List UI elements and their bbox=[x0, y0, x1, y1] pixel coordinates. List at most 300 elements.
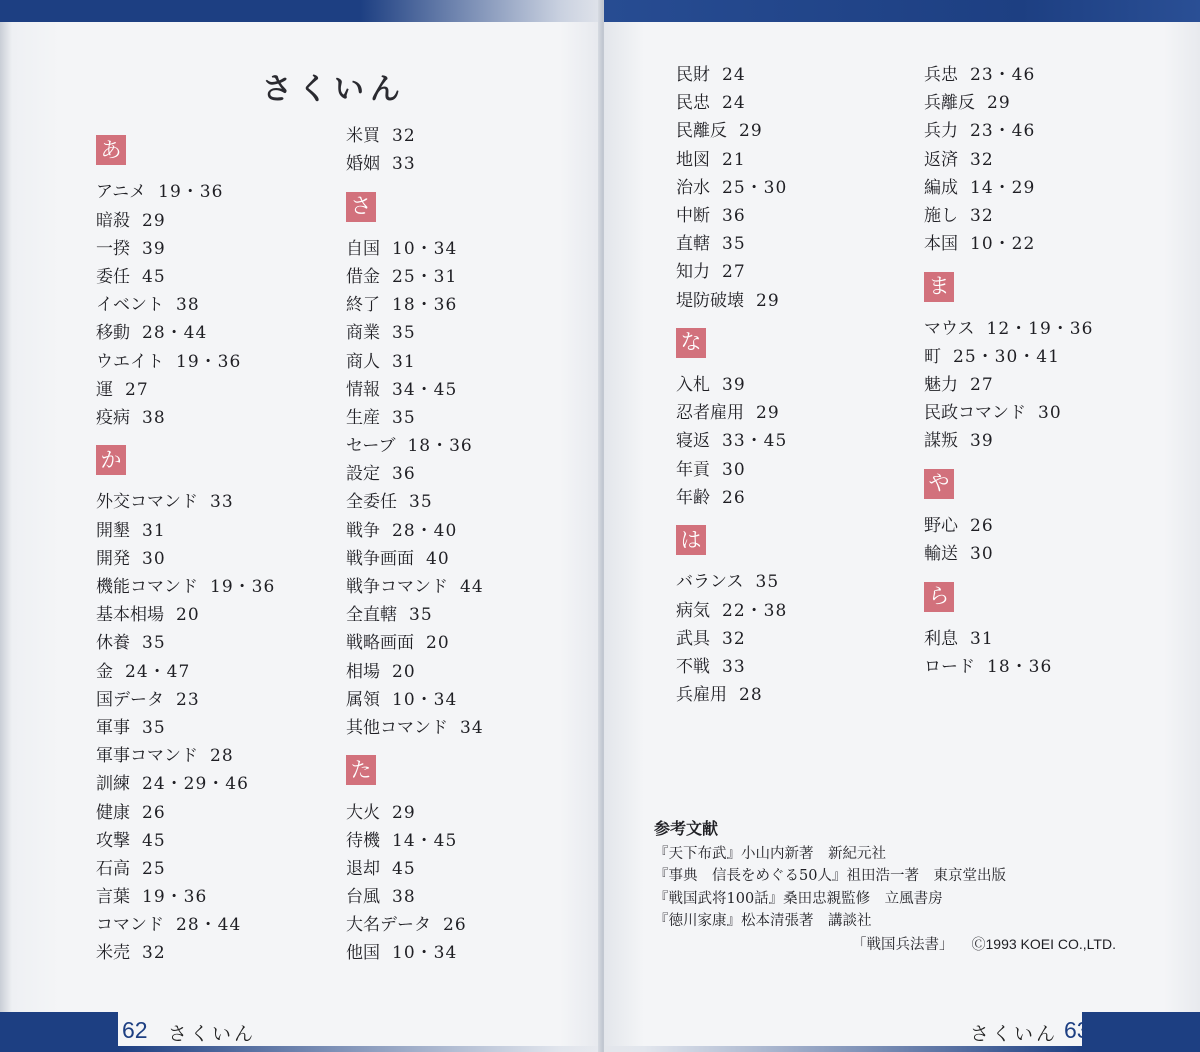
index-pages: 34 bbox=[460, 717, 484, 738]
index-entry bbox=[676, 174, 787, 202]
index-term: 魅力 bbox=[924, 375, 958, 396]
index-entry bbox=[676, 117, 787, 145]
footer-color-band bbox=[0, 1012, 118, 1052]
index-entry bbox=[346, 658, 484, 686]
index-pages: 19・36 bbox=[176, 351, 242, 372]
index-pages: 45 bbox=[392, 858, 416, 879]
index-pages: 24 bbox=[722, 65, 746, 85]
index-entry bbox=[96, 601, 275, 629]
index-entry bbox=[346, 150, 484, 178]
index-entry bbox=[346, 883, 484, 911]
index-entry bbox=[346, 911, 484, 939]
page-number: 62 bbox=[122, 1017, 148, 1043]
index-entry bbox=[346, 799, 484, 827]
index-term: 野心 bbox=[924, 516, 958, 537]
index-term: 輸送 bbox=[924, 544, 958, 565]
index-column-2 bbox=[346, 122, 484, 968]
index-entry bbox=[924, 174, 1093, 202]
index-pages: 25・30 bbox=[722, 177, 788, 198]
index-term: 全委任 bbox=[346, 492, 397, 513]
index-term: 健康 bbox=[96, 802, 130, 823]
index-entry bbox=[924, 117, 1093, 145]
index-entry bbox=[676, 146, 787, 174]
index-pages: 40 bbox=[426, 548, 450, 569]
index-entry bbox=[346, 319, 484, 347]
index-entry bbox=[96, 235, 275, 263]
index-pages: 20 bbox=[426, 633, 450, 654]
index-term: 退却 bbox=[346, 858, 380, 879]
kana-section-heading bbox=[924, 258, 1093, 314]
index-entry bbox=[96, 319, 275, 347]
index-entry bbox=[676, 456, 787, 484]
index-pages: 23 bbox=[176, 689, 200, 710]
index-entry bbox=[676, 653, 787, 681]
index-pages: 27 bbox=[970, 375, 994, 396]
index-entry bbox=[346, 263, 484, 291]
index-term: 軍事コマンド bbox=[96, 746, 198, 767]
index-pages: 32 bbox=[970, 205, 994, 226]
index-pages: 39 bbox=[142, 238, 166, 259]
index-entry bbox=[96, 827, 275, 855]
index-term: 兵忠 bbox=[924, 65, 958, 85]
index-term: 本国 bbox=[924, 234, 958, 255]
index-entry bbox=[346, 855, 484, 883]
index-pages: 12・19・36 bbox=[986, 318, 1094, 339]
index-entry bbox=[924, 540, 1093, 568]
index-pages: 39 bbox=[722, 375, 746, 396]
index-pages: 36 bbox=[392, 464, 416, 485]
index-entry bbox=[96, 517, 275, 545]
index-entry bbox=[676, 625, 787, 653]
index-term: 全直轄 bbox=[346, 605, 397, 626]
index-entry bbox=[676, 202, 787, 230]
index-pages: 25 bbox=[142, 858, 166, 879]
index-entry bbox=[346, 601, 484, 629]
index-entry bbox=[346, 573, 484, 601]
index-pages: 27 bbox=[125, 379, 149, 400]
index-term: 不戦 bbox=[676, 656, 710, 677]
index-entry bbox=[346, 488, 484, 516]
index-pages: 18・36 bbox=[392, 295, 458, 316]
index-entry bbox=[676, 597, 787, 625]
index-pages: 39 bbox=[970, 431, 994, 452]
index-pages: 28 bbox=[739, 685, 763, 706]
index-term: 金 bbox=[96, 661, 113, 682]
index-entry bbox=[676, 230, 787, 258]
index-pages: 27 bbox=[722, 262, 746, 283]
index-entry bbox=[346, 122, 484, 150]
index-term: 寝返 bbox=[676, 431, 710, 452]
index-term: 謀叛 bbox=[924, 431, 958, 452]
index-pages: 30 bbox=[1038, 403, 1062, 424]
index-pages: 23・46 bbox=[970, 121, 1036, 142]
index-term: 兵雇用 bbox=[676, 685, 727, 706]
index-term: 堤防破壊 bbox=[676, 290, 744, 311]
index-term: 直轄 bbox=[676, 234, 710, 255]
top-color-band bbox=[0, 0, 360, 22]
index-entry bbox=[96, 799, 275, 827]
book-title: 「戦国兵法書」 bbox=[852, 936, 954, 953]
index-pages: 33 bbox=[210, 492, 234, 513]
index-term: 石高 bbox=[96, 858, 130, 879]
index-column-1 bbox=[96, 122, 275, 968]
index-pages: 35 bbox=[409, 605, 433, 626]
index-pages: 18・36 bbox=[987, 656, 1053, 677]
index-entry bbox=[96, 714, 275, 742]
index-pages: 44 bbox=[460, 577, 484, 598]
index-term: 武具 bbox=[676, 628, 710, 649]
index-entry bbox=[676, 258, 787, 286]
index-term: 台風 bbox=[346, 887, 380, 908]
index-entry bbox=[924, 61, 1093, 89]
index-entry bbox=[924, 371, 1093, 399]
index-term: イベント bbox=[96, 295, 164, 316]
index-term: 編成 bbox=[924, 177, 958, 198]
index-pages: 23・46 bbox=[970, 65, 1036, 85]
index-column-3 bbox=[676, 61, 787, 709]
index-term: ロード bbox=[924, 656, 975, 677]
index-pages: 29 bbox=[739, 121, 763, 142]
footer-strip bbox=[604, 1046, 1082, 1052]
index-term: 返済 bbox=[924, 149, 958, 170]
index-term: 借金 bbox=[346, 266, 380, 287]
index-entry bbox=[96, 742, 275, 770]
index-term: 暗殺 bbox=[96, 210, 130, 231]
index-pages: 29 bbox=[756, 290, 780, 311]
index-pages: 19・36 bbox=[158, 182, 224, 203]
kana-section-heading bbox=[924, 456, 1093, 512]
page-title: さくいん bbox=[262, 72, 406, 107]
index-entry bbox=[346, 517, 484, 545]
index-term: 開発 bbox=[96, 548, 130, 569]
index-pages: 32 bbox=[970, 149, 994, 170]
index-term: 言葉 bbox=[96, 887, 130, 908]
index-pages: 10・22 bbox=[970, 234, 1036, 255]
index-term: 休養 bbox=[96, 633, 130, 654]
index-pages: 35 bbox=[392, 323, 416, 344]
index-pages: 29 bbox=[392, 802, 416, 823]
index-entry bbox=[676, 287, 787, 315]
index-pages: 31 bbox=[142, 520, 166, 541]
index-term: 民忠 bbox=[676, 93, 710, 114]
index-pages: 19・36 bbox=[210, 577, 276, 598]
kana-tile: ら bbox=[924, 582, 954, 612]
kana-tile: か bbox=[96, 445, 126, 475]
index-entry bbox=[346, 348, 484, 376]
index-pages: 14・29 bbox=[970, 177, 1036, 198]
index-entry bbox=[96, 629, 275, 657]
index-term: 戦略画面 bbox=[346, 633, 414, 654]
index-entry bbox=[96, 291, 275, 319]
index-pages: 19・36 bbox=[142, 887, 208, 908]
index-pages: 30 bbox=[142, 548, 166, 569]
kana-section-heading bbox=[676, 315, 787, 371]
index-term: 兵離反 bbox=[924, 93, 975, 114]
index-pages: 34・45 bbox=[392, 379, 458, 400]
top-color-band bbox=[604, 0, 1200, 22]
index-pages: 32 bbox=[392, 126, 416, 146]
footer-label: さくいん bbox=[168, 1023, 257, 1045]
index-pages: 25・31 bbox=[392, 266, 458, 287]
index-term: 戦争 bbox=[346, 520, 380, 541]
index-entry bbox=[96, 348, 275, 376]
index-pages: 30 bbox=[722, 459, 746, 480]
index-entry bbox=[346, 545, 484, 573]
index-term: 情報 bbox=[346, 379, 380, 400]
index-term: 中断 bbox=[676, 205, 710, 226]
index-term: マウス bbox=[924, 318, 975, 339]
index-term: 戦争画面 bbox=[346, 548, 414, 569]
index-pages: 20 bbox=[176, 605, 200, 626]
index-entry bbox=[96, 855, 275, 883]
index-entry bbox=[96, 770, 275, 798]
index-pages: 28 bbox=[210, 746, 234, 767]
index-term: 町 bbox=[924, 346, 941, 367]
index-term: 商業 bbox=[346, 323, 380, 344]
index-term: 疫病 bbox=[96, 407, 130, 428]
index-pages: 35 bbox=[409, 492, 433, 513]
index-entry bbox=[346, 376, 484, 404]
index-pages: 26 bbox=[443, 915, 467, 936]
index-term: 国データ bbox=[96, 689, 164, 710]
index-term: 基本相場 bbox=[96, 605, 164, 626]
index-entry bbox=[924, 315, 1093, 343]
kana-section-heading bbox=[676, 512, 787, 568]
index-term: 大火 bbox=[346, 802, 380, 823]
index-pages: 10・34 bbox=[392, 943, 458, 964]
index-term: ウエイト bbox=[96, 351, 164, 372]
index-term: バランス bbox=[676, 572, 744, 593]
index-entry bbox=[924, 625, 1093, 653]
index-entry bbox=[924, 399, 1093, 427]
index-entry bbox=[346, 686, 484, 714]
index-pages: 29 bbox=[987, 93, 1011, 114]
kana-tile: ま bbox=[924, 272, 954, 302]
index-entry bbox=[96, 883, 275, 911]
index-entry bbox=[924, 230, 1093, 258]
index-pages: 18・36 bbox=[407, 436, 473, 457]
index-entry bbox=[924, 427, 1093, 455]
index-entry bbox=[676, 371, 787, 399]
kana-section-heading bbox=[96, 432, 275, 488]
index-term: 戦争コマンド bbox=[346, 577, 448, 598]
index-entry bbox=[96, 404, 275, 432]
references bbox=[654, 818, 1116, 957]
index-term: 開墾 bbox=[96, 520, 130, 541]
index-pages: 29 bbox=[142, 210, 166, 231]
index-entry bbox=[96, 376, 275, 404]
index-pages: 10・34 bbox=[392, 689, 458, 710]
copyright: Ⓒ1993 KOEI CO.,LTD. bbox=[971, 935, 1116, 952]
index-pages: 45 bbox=[142, 830, 166, 851]
index-term: 生産 bbox=[346, 407, 380, 428]
reference-item: 『事典 信長をめぐる50人』祖田浩一著 東京堂出版 bbox=[654, 868, 1006, 885]
index-term: 自国 bbox=[346, 238, 380, 259]
index-term: 地図 bbox=[676, 149, 710, 170]
index-entry bbox=[676, 681, 787, 709]
kana-tile: さ bbox=[346, 192, 376, 222]
reference-item: 『天下布武』小山内新著 新紀元社 bbox=[654, 845, 886, 862]
index-term: 一揆 bbox=[96, 238, 130, 259]
index-pages: 45 bbox=[142, 266, 166, 287]
index-term: 婚姻 bbox=[346, 154, 380, 175]
index-entry bbox=[346, 235, 484, 263]
index-term: 民離反 bbox=[676, 121, 727, 142]
index-pages: 33・45 bbox=[722, 431, 788, 452]
kana-section-heading bbox=[346, 742, 484, 798]
index-pages: 26 bbox=[970, 516, 994, 537]
reference-item: 『戦国武将100話』桑田忠親監修 立風書房 bbox=[654, 890, 943, 907]
index-pages: 38 bbox=[142, 407, 166, 428]
index-pages: 28・44 bbox=[176, 915, 242, 936]
index-term: 商人 bbox=[346, 351, 380, 372]
index-entry bbox=[96, 263, 275, 291]
footer-color-band bbox=[1082, 1012, 1200, 1052]
references-title: 参考文献 bbox=[654, 819, 719, 838]
index-term: アニメ bbox=[96, 182, 147, 203]
index-entry bbox=[924, 512, 1093, 540]
index-pages: 36 bbox=[722, 205, 746, 226]
index-pages: 29 bbox=[756, 403, 780, 424]
index-term: 民政コマンド bbox=[924, 403, 1026, 424]
index-term: 民財 bbox=[676, 65, 710, 85]
index-term: 待機 bbox=[346, 830, 380, 851]
index-term: 相場 bbox=[346, 661, 380, 682]
index-term: 兵力 bbox=[924, 121, 958, 142]
footer-strip bbox=[118, 1046, 602, 1052]
index-pages: 38 bbox=[176, 295, 200, 316]
index-pages: 28・40 bbox=[392, 520, 458, 541]
index-column-4 bbox=[924, 61, 1093, 681]
index-pages: 14・45 bbox=[392, 830, 458, 851]
index-term: 年齢 bbox=[676, 487, 710, 508]
kana-tile: あ bbox=[96, 135, 126, 165]
kana-tile: は bbox=[676, 525, 706, 555]
index-pages: 26 bbox=[142, 802, 166, 823]
index-pages: 25・30・41 bbox=[953, 346, 1060, 367]
index-term: 米売 bbox=[96, 943, 130, 964]
index-entry bbox=[96, 686, 275, 714]
index-pages: 35 bbox=[755, 572, 780, 593]
index-term: 訓練 bbox=[96, 774, 130, 795]
kana-section-heading bbox=[346, 178, 484, 234]
index-pages: 24・47 bbox=[125, 661, 191, 682]
page-footer bbox=[0, 1012, 602, 1052]
index-entry bbox=[346, 404, 484, 432]
index-entry bbox=[96, 573, 275, 601]
index-entry bbox=[346, 827, 484, 855]
index-pages: 20 bbox=[392, 661, 416, 682]
index-entry bbox=[346, 629, 484, 657]
index-entry bbox=[676, 399, 787, 427]
index-term: セーブ bbox=[346, 436, 396, 457]
index-term: 移動 bbox=[96, 323, 130, 344]
index-entry bbox=[346, 291, 484, 319]
index-term: 終了 bbox=[346, 295, 380, 316]
kana-section-heading bbox=[96, 122, 275, 178]
reference-book-line bbox=[654, 933, 1116, 957]
index-pages: 30 bbox=[970, 544, 994, 565]
index-pages: 24・29・46 bbox=[142, 774, 249, 795]
index-entry bbox=[346, 939, 484, 967]
index-term: 運 bbox=[96, 379, 113, 400]
index-entry bbox=[96, 488, 275, 516]
footer-label: さくいん bbox=[970, 1023, 1059, 1045]
index-pages: 32 bbox=[142, 943, 166, 964]
index-term: 軍事 bbox=[96, 717, 130, 738]
index-term: 機能コマンド bbox=[96, 577, 198, 598]
index-entry bbox=[346, 714, 484, 742]
index-pages: 31 bbox=[970, 628, 994, 649]
index-pages: 35 bbox=[142, 633, 166, 654]
page-footer bbox=[604, 1012, 1200, 1052]
kana-tile: や bbox=[924, 469, 954, 499]
index-term: 治水 bbox=[676, 177, 710, 198]
index-term: コマンド bbox=[96, 915, 164, 936]
index-term: 知力 bbox=[676, 262, 710, 283]
index-term: 入札 bbox=[676, 375, 710, 396]
index-entry bbox=[924, 202, 1093, 230]
index-entry bbox=[676, 484, 787, 512]
kana-tile: な bbox=[676, 328, 706, 358]
reference-item: 『徳川家康』松本清張著 講談社 bbox=[654, 913, 872, 930]
index-pages: 33 bbox=[392, 154, 416, 175]
index-pages: 35 bbox=[142, 717, 166, 738]
index-term: 属領 bbox=[346, 689, 380, 710]
index-entry bbox=[346, 460, 484, 488]
index-entry bbox=[96, 545, 275, 573]
index-term: 大名データ bbox=[346, 915, 431, 936]
kana-tile: た bbox=[346, 755, 376, 785]
index-entry bbox=[676, 89, 787, 117]
index-term: 委任 bbox=[96, 266, 130, 287]
index-pages: 26 bbox=[722, 487, 746, 508]
index-entry bbox=[924, 653, 1093, 681]
index-term: 他国 bbox=[346, 943, 380, 964]
index-term: 攻撃 bbox=[96, 830, 130, 851]
index-term: 施し bbox=[924, 205, 958, 226]
page-number: 63 bbox=[1064, 1017, 1090, 1043]
index-term: 利息 bbox=[924, 628, 958, 649]
index-pages: 22・38 bbox=[722, 600, 788, 621]
index-entry bbox=[96, 178, 275, 206]
index-pages: 35 bbox=[392, 407, 416, 428]
index-term: 設定 bbox=[346, 464, 380, 485]
index-pages: 35 bbox=[722, 234, 746, 255]
index-pages: 10・34 bbox=[392, 238, 458, 259]
index-term: 病気 bbox=[676, 600, 710, 621]
index-entry bbox=[924, 146, 1093, 174]
index-pages: 21 bbox=[722, 149, 746, 170]
index-entry bbox=[676, 61, 787, 89]
index-term: 米買 bbox=[346, 126, 380, 146]
index-pages: 33 bbox=[722, 656, 746, 677]
index-entry bbox=[96, 939, 275, 967]
kana-section-heading bbox=[924, 568, 1093, 624]
index-term: 外交コマンド bbox=[96, 492, 198, 513]
index-entry bbox=[96, 207, 275, 235]
index-term: 其他コマンド bbox=[346, 717, 448, 738]
index-pages: 38 bbox=[392, 887, 416, 908]
index-pages: 32 bbox=[722, 628, 746, 649]
index-entry bbox=[924, 89, 1093, 117]
index-entry bbox=[924, 343, 1093, 371]
index-term: 忍者雇用 bbox=[676, 403, 744, 424]
index-entry bbox=[96, 911, 275, 939]
index-entry bbox=[346, 432, 484, 460]
right-page bbox=[604, 0, 1200, 1052]
index-pages: 28・44 bbox=[142, 323, 208, 344]
